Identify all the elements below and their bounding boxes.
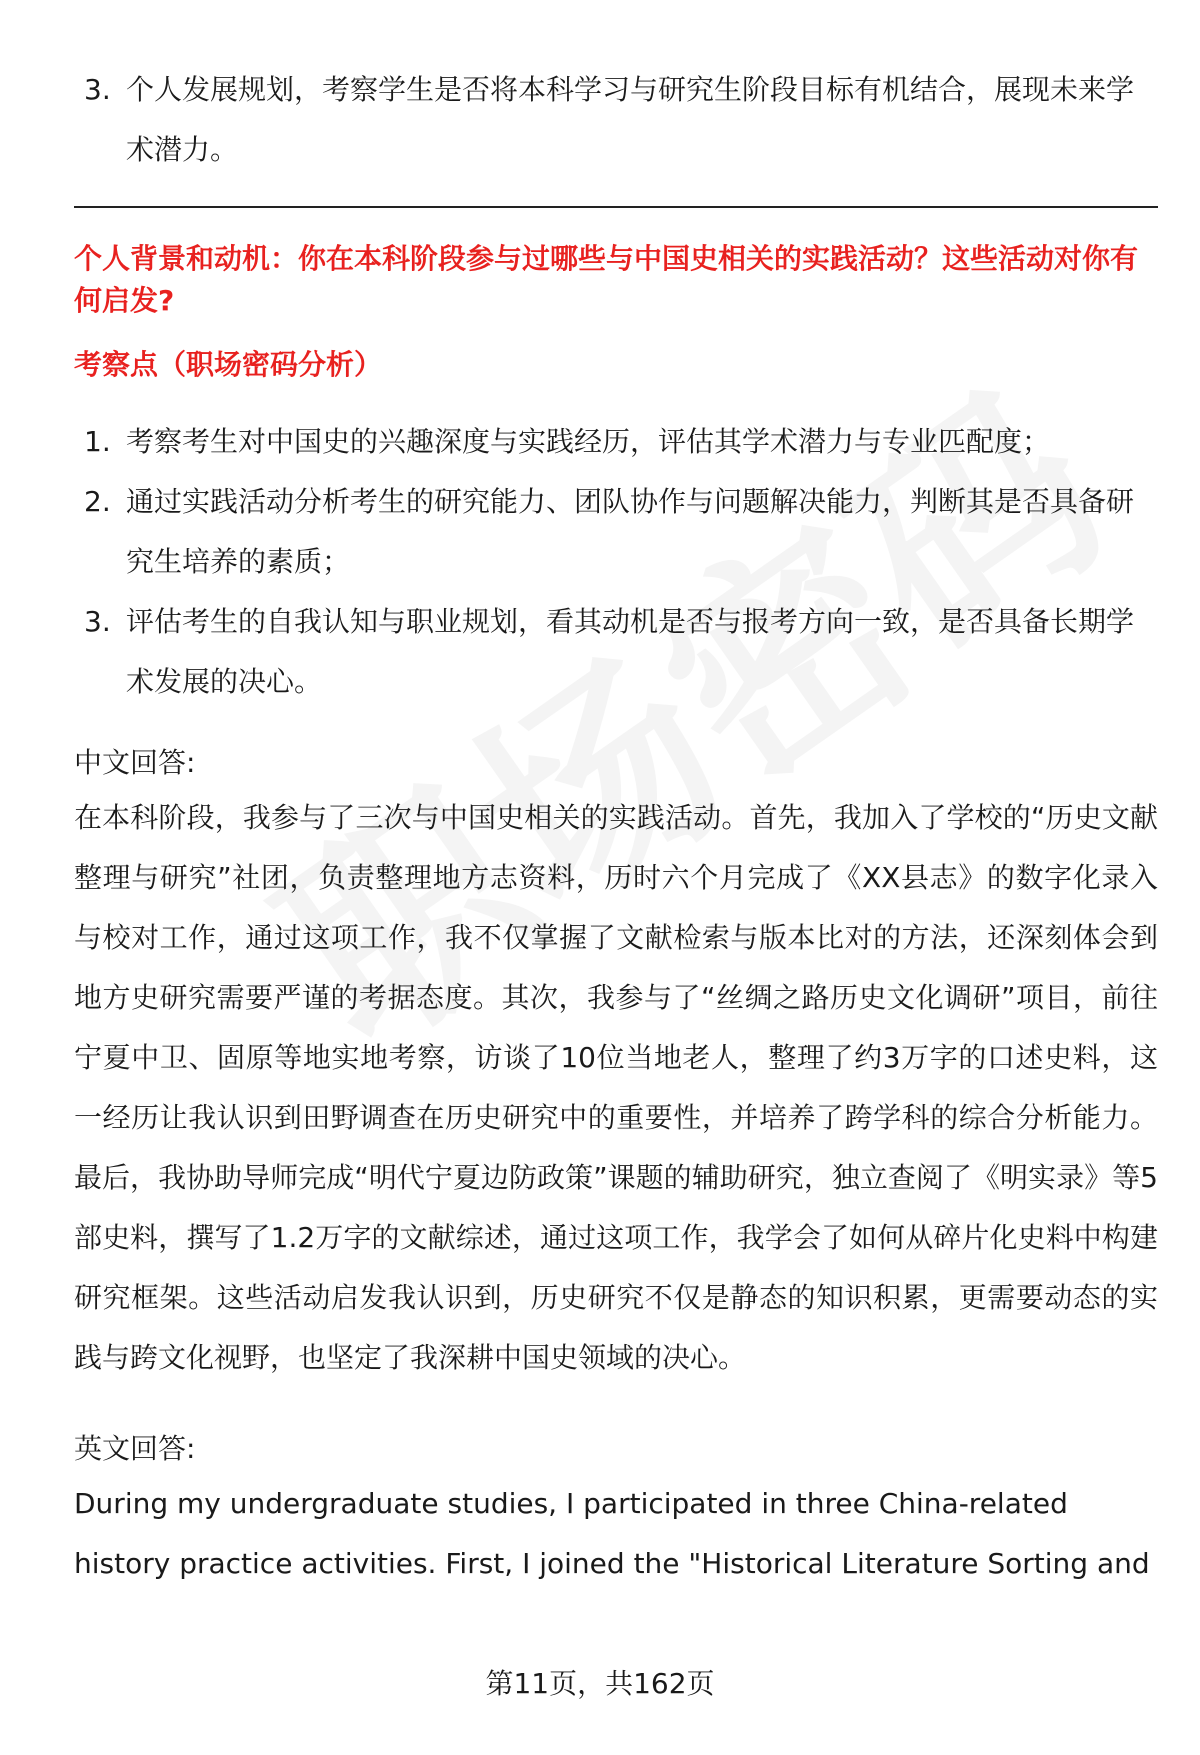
list-item bbox=[74, 592, 1158, 712]
list-item bbox=[74, 60, 1158, 180]
document-page bbox=[74, 60, 1158, 1594]
points-list bbox=[74, 412, 1158, 712]
english-answer-text: During my undergraduate studies, I participated in three China-related history practice activities. First, I joined the "Historical Literature Sorting and bbox=[74, 1487, 1150, 1580]
list-item bbox=[74, 412, 1158, 472]
list-text: 通过实践活动分析考生的研究能力、团队协作与问题解决能力，判断其是否具备研究生培养的素质； bbox=[126, 485, 1135, 578]
page-number: 第11页，共162页 bbox=[485, 1667, 715, 1700]
list-number: 2. bbox=[84, 485, 111, 518]
chinese-answer-label: 中文回答: bbox=[74, 746, 196, 779]
list-number: 3. bbox=[84, 605, 111, 638]
list-number: 1. bbox=[84, 425, 111, 458]
list-text: 个人发展规划，考察学生是否将本科学习与研究生阶段目标有机结合，展现未来学术潜力。 bbox=[126, 73, 1135, 166]
list-text: 考察考生对中国史的兴趣深度与实践经历，评估其学术潜力与专业匹配度； bbox=[126, 425, 1051, 458]
question-title: 个人背景和动机：你在本科阶段参与过哪些与中国史相关的实践活动？这些活动对你有何启发? bbox=[74, 242, 1139, 317]
list-number: 3. bbox=[84, 73, 111, 106]
section-divider bbox=[74, 206, 1158, 208]
top-list bbox=[74, 60, 1158, 180]
list-item bbox=[74, 472, 1158, 592]
english-answer-label: 英文回答: bbox=[74, 1432, 196, 1465]
chinese-answer-text: 在本科阶段，我参与了三次与中国史相关的实践活动。首先，我加入了学校的“历史文献整理与研究”社团，负责整理地方志资料，历时六个月完成了《XX县志》的数字化录入与校对工作，通过这项工作，我不仅掌握了文献检索与版本比对的方法，还深刻体会到地方史研究需要严谨的考据态度。其次，我参与了“丝绸之路历史文化调研”项目，前往宁夏中卫、固原等地实地考察，访谈了10位当地老人，整理了约3万字的口述史料，这一经历让我认识到田野调查在历史研究中的重要性，并培养了跨学科的综合分析能力。最后，我协助导师完成“明代宁夏边防政策”课题的辅助研究，独立查阅了《明实录》等5部史料，撰写了1.2万字的文献综述，通过这项工作，我学会了如何从碎片化史料中构建研究框架。这些活动启发我认识到，历史研究不仅是静态的知识积累，更需要动态的实践与跨文化视野，也坚定了我深耕中国史领域的决心。 bbox=[74, 801, 1158, 1374]
list-text: 评估考生的自我认知与职业规划，看其动机是否与报考方向一致，是否具备长期学术发展的决心。 bbox=[126, 605, 1135, 698]
points-title: 考察点（职场密码分析） bbox=[74, 348, 383, 381]
